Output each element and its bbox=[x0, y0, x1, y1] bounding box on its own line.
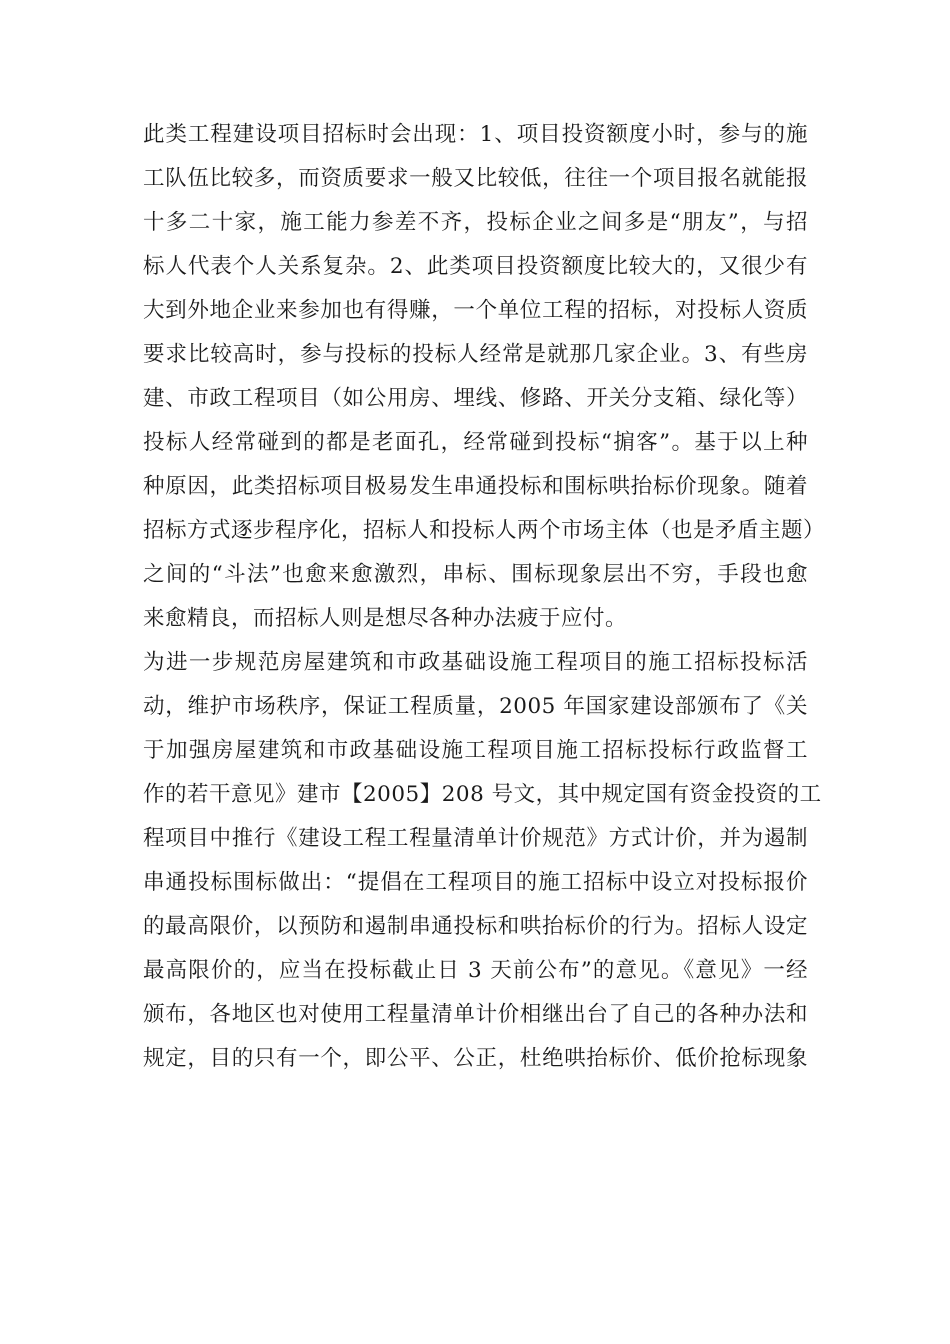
text-line: 来愈精良，而招标人则是想尽各种办法疲于应付。 bbox=[143, 606, 628, 631]
text-line: 标人代表个人关系复杂。2、此类项目投资额度比较大的，又很少有 bbox=[143, 254, 808, 279]
text-line: 要求比较高时，参与投标的投标人经常是就那几家企业。3、有些房 bbox=[143, 342, 808, 367]
text-line: 之间的“斗法”也愈来愈激烈，串标、围标现象层出不穷，手段也愈 bbox=[143, 562, 808, 587]
text-line: 投标人经常碰到的都是老面孔，经常碰到投标“掮客”。基于以上种 bbox=[143, 430, 808, 455]
text-line: 最高限价的，应当在投标截止日 3 天前公布”的意见。《意见》一经 bbox=[143, 958, 808, 983]
text-line: 于加强房屋建筑和市政基础设施工程项目施工招标投标行政监督工 bbox=[143, 738, 808, 763]
text-line: 建、市政工程项目（如公用房、埋线、修路、开关分支箱、绿化等） bbox=[143, 386, 808, 411]
text-line: 此类工程建设项目招标时会出现：1、项目投资额度小时，参与的施 bbox=[143, 122, 808, 147]
text-line: 的最高限价，以预防和遏制串通投标和哄抬标价的行为。招标人设定 bbox=[143, 914, 808, 939]
text-line: 工队伍比较多，而资质要求一般又比较低，往往一个项目报名就能报 bbox=[143, 166, 808, 191]
text-line: 规定，目的只有一个，即公平、公正，杜绝哄抬标价、低价抢标现象 bbox=[143, 1046, 808, 1071]
text-line: 程项目中推行《建设工程工程量清单计价规范》方式计价，并为遏制 bbox=[143, 826, 808, 851]
text-line: 十多二十家，施工能力参差不齐，投标企业之间多是“朋友”，与招 bbox=[143, 210, 808, 235]
text-line: 动，维护市场秩序，保证工程质量，2005 年国家建设部颁布了《关 bbox=[143, 694, 808, 719]
text-line: 串通投标围标做出：“提倡在工程项目的施工招标中设立对投标报价 bbox=[143, 870, 808, 895]
text-line: 招标方式逐步程序化，招标人和投标人两个市场主体（也是矛盾主题） bbox=[143, 518, 826, 543]
text-line: 为进一步规范房屋建筑和市政基础设施工程项目的施工招标投标活 bbox=[143, 650, 808, 675]
text-line: 种原因，此类招标项目极易发生串通投标和围标哄抬标价现象。随着 bbox=[143, 474, 808, 499]
text-line: 大到外地企业来参加也有得赚，一个单位工程的招标，对投标人资质 bbox=[143, 298, 808, 323]
text-line: 颁布，各地区也对使用工程量清单计价相继出台了自己的各种办法和 bbox=[143, 1002, 808, 1027]
text-line: 作的若干意见》建市【2005】208 号文，其中规定国有资金投资的工 bbox=[143, 782, 822, 807]
